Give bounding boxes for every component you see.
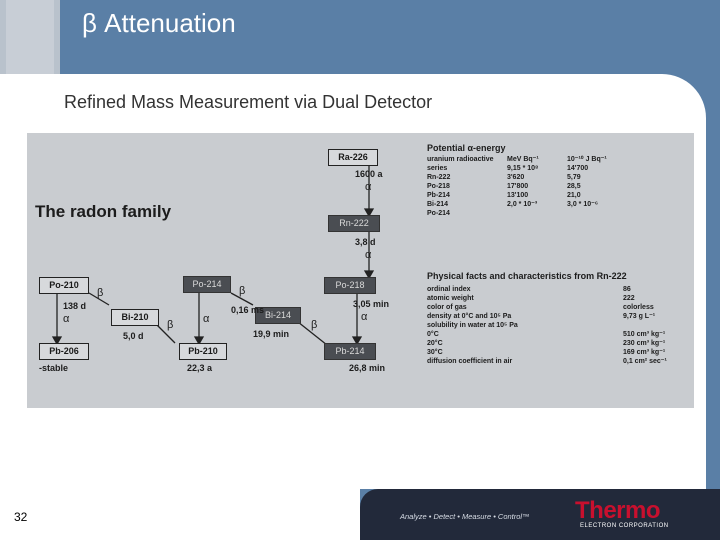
alpha-po218: α: [361, 311, 368, 323]
alpha-row-mev: 13'100: [507, 192, 529, 199]
fact-label: atomic weight: [427, 295, 474, 302]
facts-values: [623, 285, 667, 366]
beta-bi210: β: [97, 287, 104, 299]
nuclide-pb210: Pb-210: [179, 343, 227, 360]
fact-value: 9,73 g L⁻¹: [623, 313, 656, 320]
page-number: 32: [14, 510, 28, 524]
halflife-bi210: 5,0 d: [123, 331, 144, 341]
alpha-row-label: Po-214: [427, 210, 450, 217]
beta-pb214: β: [311, 319, 318, 331]
fact-label: density at 0°C and 10⁵ Pa: [427, 313, 512, 320]
fact-value: 169 cm³ kg⁻¹: [623, 349, 666, 356]
alpha-row-mev: MeV Bq⁻¹: [507, 156, 539, 163]
slide-subtitle: Refined Mass Measurement via Dual Detector: [64, 92, 433, 112]
fact-label: 0°C: [427, 331, 439, 338]
beta-pb210: β: [167, 319, 174, 331]
alpha-po210: α: [63, 313, 70, 325]
fact-value: [623, 321, 667, 330]
fact-label: 30°C: [427, 349, 443, 356]
alpha-row-joule: 21,0: [567, 192, 581, 199]
beta-bi214: β: [239, 285, 246, 297]
thermo-logo-subtitle: ELECTRON CORPORATION: [580, 523, 669, 529]
radon-family-figure: [27, 133, 694, 408]
nuclide-rn222: Rn-222: [328, 215, 380, 232]
alpha-row-label: Rn-222: [427, 174, 451, 181]
nuclide-pb214: Pb-214: [324, 343, 376, 360]
alpha-row-label: Po-218: [427, 183, 450, 190]
nuclide-po214: Po-214: [183, 276, 231, 293]
fact-label: diffusion coefficient in air: [427, 358, 513, 365]
alpha-row-joule: 10⁻¹⁰ J Bq⁻¹: [567, 156, 607, 163]
fact-label: color of gas: [427, 304, 467, 311]
alpha-row-label: Bi-214: [427, 201, 449, 208]
alpha-row-joule: 14'700: [567, 165, 589, 172]
halflife-rn222: 3,8 d: [355, 237, 376, 247]
facts-labels: [427, 285, 518, 366]
halflife-ra226: 1600 a: [355, 169, 383, 179]
fact-value: 222: [623, 295, 635, 302]
alpha-row-joule: 3,0 * 10⁻⁶: [567, 201, 599, 208]
alpha-rn222: α: [365, 249, 372, 261]
footer-tagline: Analyze • Detect • Measure • Control™: [400, 512, 530, 521]
fact-value: 86: [623, 286, 631, 293]
nuclide-po218: Po-218: [324, 277, 376, 294]
figure-heading: The radon family: [35, 202, 172, 221]
fact-label: solubility in water at 10⁵ Pa: [427, 322, 518, 329]
alpha-row-label: series: [427, 165, 448, 172]
fact-value: 510 cm³ kg⁻¹: [623, 331, 666, 338]
alpha-table-col1: [427, 155, 494, 218]
alpha-row-mev: 2,0 * 10⁻³: [507, 201, 538, 208]
halflife-po210: 138 d: [63, 301, 87, 311]
alpha-row-label: Pb-214: [427, 192, 450, 199]
alpha-row-joule: 28,5: [567, 183, 581, 190]
footer-left: [0, 489, 360, 540]
fact-value: 0,1 cm² sec⁻¹: [623, 358, 667, 365]
slide-title: β Attenuation: [82, 8, 236, 38]
thermo-logo: Thermo: [575, 497, 661, 524]
fact-value: colorless: [623, 304, 654, 311]
alpha-row-mev: 17'800: [507, 183, 529, 190]
fact-label: 20°C: [427, 340, 443, 347]
nuclide-bi210: Bi-210: [111, 309, 159, 326]
alpha-table-col2: [507, 155, 539, 209]
alpha-row-mev: 3'620: [507, 174, 525, 181]
fact-value: 230 cm³ kg⁻¹: [623, 340, 666, 347]
nuclide-ra226: Ra-226: [328, 149, 378, 166]
halflife-bi214: 19,9 min: [253, 329, 290, 339]
fact-label: ordinal index: [427, 286, 471, 293]
halflife-po218: 3,05 min: [353, 299, 390, 309]
alpha-po214: α: [203, 313, 210, 325]
nuclide-po210: Po-210: [39, 277, 89, 294]
halflife-po214: 0,16 ms: [231, 305, 265, 315]
facts-heading: Physical facts and characteristics from Rn-222: [427, 271, 627, 281]
halflife-pb210: 22,3 a: [187, 363, 213, 373]
alpha-ra226: α: [365, 181, 372, 193]
alpha-row-joule: 5,79: [567, 174, 581, 181]
alpha-row-mev: 9,15 * 10⁸: [507, 165, 539, 172]
nuclide-bi214: Bi-214: [255, 307, 301, 324]
nuclide-pb206: Pb-206: [39, 343, 89, 360]
halflife-pb214: 26,8 min: [349, 363, 386, 373]
pb206-stable: -stable: [39, 363, 69, 373]
alpha-energy-heading: Potential α-energy: [427, 143, 506, 153]
alpha-row-label: uranium radioactive: [427, 156, 494, 163]
alpha-table-col3: [567, 155, 607, 209]
